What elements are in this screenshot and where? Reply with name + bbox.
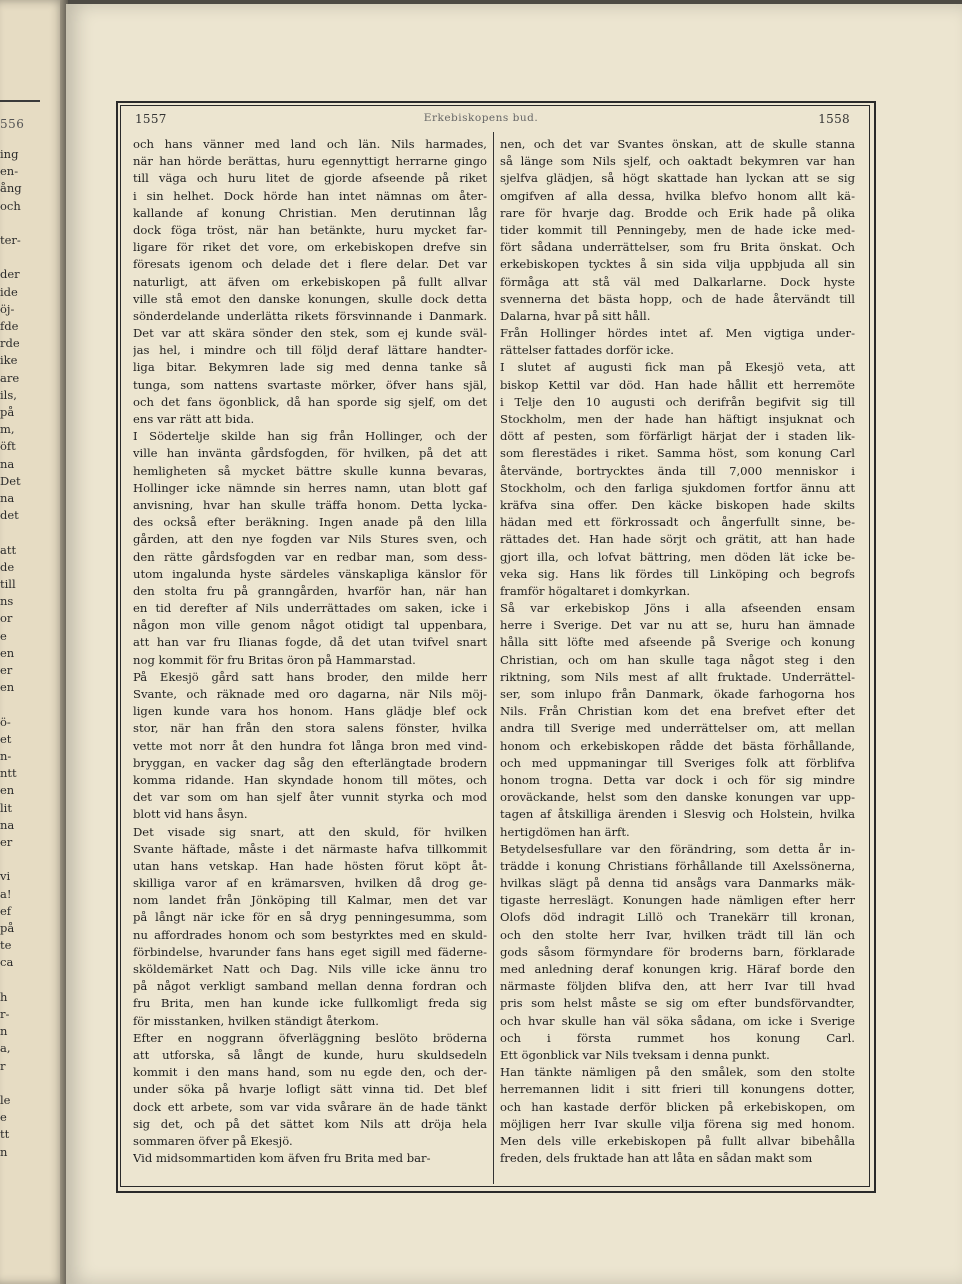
previous-page-line: m, (0, 422, 15, 437)
text-line: kommit i den mans hand, som nu egde den, och der- (133, 1065, 487, 1080)
text-line: dock föga tröst, när han betänkte, huru mycket far- (133, 222, 487, 237)
text-line: närmaste följden blifva den, att herr Ivar till hvad (500, 979, 855, 994)
text-line: vette mot norr åt den hundra fot långa bron med vind- (133, 738, 487, 753)
text-line: nom landet från Jönköping till Kalmar, men det var (133, 893, 487, 908)
text-line: kräfva sina offer. Den käcke biskopen hade skilts (500, 497, 855, 512)
previous-page-line: en- (0, 164, 19, 179)
text-line: Olofs död indragit Lillö och Tranekärr till kronan, (500, 910, 855, 925)
text-line: rare för hvarje dag. Brodde och Erik hade på olika (500, 205, 855, 220)
previous-page-line: ils, (0, 387, 17, 402)
previous-page-line: ike (0, 353, 18, 368)
previous-page-fragment (0, 0, 58, 1284)
text-line: sköldemärket Natt och Dag. Nils ville icke ännu tro (133, 962, 487, 976)
previous-page-line: ns (0, 594, 14, 609)
text-line: stor, när han från den stora salens fönster, hvilka (133, 721, 487, 736)
text-line: dött af pesten, som förfärligt härjat der i staden lik- (500, 429, 855, 444)
text-line: honom och erkebiskopen rådde det bästa förhållande, (500, 738, 855, 753)
text-line: Efter en noggrann öfverläggning beslöto bröderna (133, 1030, 487, 1045)
right-text-column (500, 136, 855, 1167)
previous-page-line: le (0, 1093, 11, 1107)
previous-page-line: r (0, 1058, 6, 1073)
text-line: fru Brita, men han kunde icke fullkomligt freda sig (133, 996, 487, 1011)
text-line: Stockholm, och den farliga sjukdomen fortfor ännu att (500, 480, 855, 495)
text-line: föresats igenom och delade det i flere delar. Det var (133, 257, 487, 272)
previous-page-line: lit (0, 800, 12, 815)
text-line: hädan med ett förkrossadt och ångerfullt sinne, be- (500, 515, 855, 530)
text-line: erkebiskopen tycktes å sin sida vilja uppbjuda all sin (500, 257, 855, 272)
previous-page-line: n- (0, 749, 12, 763)
text-line: och i första rummet hos konung Carl. (500, 1030, 855, 1045)
column-divider (493, 132, 494, 1184)
previous-page-line: det (0, 508, 19, 523)
text-line: Så var erkebiskop Jöns i alla afseenden ensam (500, 601, 855, 616)
previous-page-line: Det (0, 473, 21, 488)
text-line: på något verkligt samband mellan denna fordran och (133, 979, 487, 994)
text-line: blott vid hans åsyn. (133, 807, 248, 822)
text-line: biskop Kettil var död. Han hade hållit ett herremöte (500, 377, 855, 392)
text-line: i sin helhet. Dock hörde han intet nämnas om åter- (133, 188, 487, 203)
text-line: Christian, och om han skulle taga något steg i den (500, 652, 855, 667)
previous-page-line: are (0, 370, 20, 385)
text-line: och han kastade derför blicken på erkebiskopen, om (500, 1099, 855, 1114)
text-line: och det fans ögonblick, då han sporde sig sjelf, om det (133, 394, 487, 409)
previous-page-line: or (0, 611, 13, 626)
text-line: sönderdelande underlätta rikets försvinnande i Danmark. (133, 308, 487, 323)
previous-page-line: h (0, 989, 8, 1004)
previous-page-line: en (0, 680, 15, 695)
previous-page-line: n (0, 1144, 8, 1159)
text-line: sommaren öfver på Ekesjö. (133, 1133, 293, 1148)
previous-page-line: en (0, 783, 15, 798)
text-line: freden, dels fruktade han att låta en sådan makt som (500, 1151, 813, 1166)
previous-page-line: på (0, 921, 15, 935)
text-line: liga bitar. Bekymren lade sig med denna tanke så (133, 360, 487, 375)
text-line: Dalarna, hvar på sitt håll. (500, 308, 651, 323)
text-line: att han var fru Ilianas fogde, då det utan tvifvel snart (133, 635, 487, 650)
left-page-number: 1557 (135, 112, 167, 126)
text-line: dock ett arbete, som var vida svårare än de hade tänkt (133, 1099, 487, 1114)
text-line: hvilkas slägt på denna tid ansågs vara Danmarks mäk- (500, 876, 855, 891)
previous-page-number: 556 (0, 117, 25, 131)
text-line: under söka på hvarje lofligt sätt vinna tid. Det blef (133, 1082, 487, 1097)
text-line: så länge som Nils sjelf, och oaktadt bekymren var han (500, 154, 855, 169)
text-line: Vid midsommartiden kom äfven fru Brita med bar- (133, 1151, 431, 1166)
text-line: den rätte gårdsfogden var en redbar man, som dess- (133, 549, 487, 564)
text-line: Svante häftade, måste i det närmaste hafva tillkommit (133, 841, 487, 856)
text-line: och hvar skulle han väl söka sådana, om icke i Sverige (500, 1013, 855, 1028)
text-line: utan hans vetskap. Han hade hösten förut köpt åt- (133, 858, 487, 873)
text-line: komma ridande. Han skyndade honom till mötes, och (133, 772, 487, 787)
previous-page-line: ing (0, 147, 19, 161)
previous-page-line: en (0, 645, 15, 660)
previous-page-line: r- (0, 1007, 10, 1021)
previous-page-line: ca (0, 955, 14, 970)
text-line: ligare för riket det vore, om erkebiskopen drefve sin (133, 240, 487, 255)
previous-page-edge (0, 0, 66, 1284)
text-line: nog kommit för fru Britas öron på Hammarstad. (133, 652, 416, 667)
text-line: med anledning deraf konungen krig. Häraf borde den (500, 962, 855, 976)
text-line: gods såsom förmyndare för broderns barn, förklarade (500, 944, 855, 959)
text-line: Stockholm, men der hade han häftigt insjuknat och (500, 412, 855, 426)
text-line: I slutet af augusti fick man på Ekesjö veta, att (500, 360, 855, 375)
text-line: ville han invänta gårdsfogden, för hvilken, på det att (133, 446, 487, 461)
previous-page-line: rde (0, 336, 20, 351)
previous-page-line: te (0, 938, 12, 953)
previous-page-line: fde (0, 319, 19, 333)
previous-page-line: att (0, 542, 17, 557)
text-line: fört sådana underrättelser, som fru Brita önskat. Och (500, 240, 855, 255)
right-page-number: 1558 (818, 112, 850, 126)
text-line: en tid derefter af Nils underrättades om saken, icke i (133, 601, 487, 616)
previous-page-line: till (0, 577, 16, 591)
text-line: för misstanken, hvilken ständigt återkom. (133, 1013, 379, 1028)
text-line: ser, som inlupo från Danmark, ökade farhogorna hos (500, 687, 855, 701)
text-line: Ett ögonblick var Nils tveksam i denna punkt. (500, 1047, 770, 1062)
previous-page-line: e (0, 1110, 7, 1125)
previous-page-line: vi (0, 869, 11, 884)
text-line: På Ekesjö gård satt hans broder, den milde herr (133, 669, 487, 684)
text-line: des också efter beräkning. Ingen anade på den lilla (133, 515, 487, 530)
previous-page-line: ång (0, 181, 22, 196)
previous-page-line: ter- (0, 233, 21, 247)
previous-page-line: na (0, 491, 15, 505)
previous-page-line: na (0, 456, 15, 471)
text-line: jas hel, i mindre och till följd deraf lättare handter- (133, 343, 487, 358)
text-line: herre i Sverige. Det var nu att se, huru han ämnade (500, 618, 855, 633)
text-line: den stolta fru på granngården, hvarför han, när han (133, 583, 487, 598)
text-line: ens var rätt att bida. (133, 412, 255, 426)
previous-page-line: och (0, 198, 21, 213)
previous-page-rule (0, 100, 40, 102)
text-line: utom ingalunda hyste särdeles vänskapliga känslor för (133, 566, 487, 581)
text-line: veka sig. Hans lik fördes till Linköping och begrofs (500, 566, 855, 581)
text-line: Det var att skära sönder den stek, som ej kunde sväl- (133, 326, 487, 341)
text-line: trädde i konung Christians förhållande till Axelssönerna, (500, 858, 855, 873)
previous-page-line: ef (0, 903, 12, 918)
text-line: Från Hollinger hördes intet af. Men vigtiga under- (500, 326, 855, 341)
previous-page-line: der (0, 267, 20, 282)
previous-page-line: ide (0, 284, 18, 299)
previous-page-line: öj- (0, 301, 15, 316)
text-line: Han tänkte nämligen på den smålek, som den stolte (500, 1065, 855, 1080)
previous-page-line: e (0, 628, 7, 643)
text-line: tider kommit till Penningeby, men de hade icke med- (500, 222, 855, 237)
text-line: någon mon ville genom något otidigt tal uppenbara, (133, 618, 487, 633)
text-line: omgifven af alla dessa, hvilka blefvo honom allt kä- (500, 188, 855, 203)
text-line: det var som om han sjelf åter vunnit styrka och mod (133, 790, 487, 805)
text-line: Men dels ville erkebiskopen på fullt allvar bibehålla (500, 1133, 855, 1148)
text-line: och hans vänner med land och län. Nils harmades, (133, 137, 487, 151)
text-line: tigaste herreslägt. Konungen hade nämligen efter herr (500, 893, 855, 908)
text-line: svennerna det bästa hopp, och de hade återvändt till (500, 291, 855, 306)
text-line: i Telje den 10 augusti och derifrån begifvit sig till (500, 394, 855, 409)
previous-page-line: öft (0, 439, 16, 454)
text-line: och med uppmaningar till Sveriges folk att förblifva (500, 755, 855, 770)
text-line: återvände, bortrycktes ända till 7,000 menniskor i (500, 463, 855, 478)
left-text-column (133, 136, 487, 1167)
text-line: gården, att den nye fogden var Nils Stures sven, och (133, 532, 487, 547)
previous-page-line: ö- (0, 714, 11, 729)
text-line: anvisning, hvar han skulle träffa honom. Detta lycka- (133, 497, 487, 512)
text-line: honom trogna. Detta var dock i och för sig mindre (500, 772, 855, 787)
text-line: skilliga varor af en krämarsven, hvilken då drog ge- (133, 876, 487, 891)
text-line: när han hörde berättas, huru egennyttigt herrarne gingo (133, 154, 487, 169)
previous-page-line: tt (0, 1127, 10, 1142)
text-line: förbindelse, hvarunder fans hans eget sigill med fäderne- (133, 944, 487, 959)
text-line: oroväckande, helst som den danske konungen var upp- (500, 790, 855, 805)
text-line: riktning, som Nils mest af allt fruktade. Underrättel- (500, 669, 855, 684)
text-line: nen, och det var Svantes önskan, att de skulle stanna (500, 137, 855, 151)
text-line: bryggan, en vacker dag såg den efterlängtade brodern (133, 755, 487, 770)
text-line: andra till Sverige med underrättelser om, att mellan (500, 721, 855, 736)
text-line: rättades det. Han hade sörjt och grätit, att han hade (500, 532, 855, 547)
text-line: naturligt, att äfven om erkebiskopen på fullt allvar (133, 274, 487, 289)
text-line: ville stå emot den danske konungen, skulle dock detta (133, 291, 487, 306)
text-line: att utforska, så långt de kunde, huru skuldsedeln (133, 1047, 487, 1062)
text-line: sjelfva glädjen, så högt skattade han lyckan att se sig (500, 171, 855, 186)
text-line: Betydelsesfullare var den förändring, som detta år in- (500, 841, 855, 856)
text-line: hemligheten så mycket bättre skulle kunna bevaras, (133, 463, 487, 478)
text-line: ligen kunde vara hos honom. Hans glädje blef ock (133, 704, 487, 719)
text-line: kallande af konung Christian. Men derutinnan låg (133, 205, 487, 220)
text-line: och den stolte herr Ivar, hvilken trädt till län och (500, 927, 855, 942)
text-line: rättelser fattades dorför icke. (500, 343, 674, 358)
text-line: förmåga att stå väl med Dalkarlarne. Dock hyste (500, 274, 855, 289)
previous-page-line: a, (0, 1041, 11, 1056)
text-line: möjligen herr Ivar skulle vilja förena sig med honom. (500, 1116, 855, 1131)
text-line: nu affordrades honom och som bestyrktes med en skuld- (133, 927, 487, 942)
text-line: på långt när icke för en så dryg penningesumma, som (133, 910, 487, 925)
text-line: hålla sitt löfte med afseende på Sverige och konung (500, 635, 855, 650)
text-line: Svante, och räknade med oro dagarna, när Nils möj- (133, 687, 487, 701)
text-line: gjort illa, och lofvat bättring, men döden lät icke be- (500, 549, 855, 564)
text-line: tagen af åtskilliga ärenden i Slesvig och Holstein, hvilka (500, 807, 855, 822)
previous-page-line: a! (0, 886, 12, 901)
text-line: som flerestädes i riket. Samma höst, som konung Carl (500, 446, 855, 461)
previous-page-line: na (0, 817, 15, 832)
text-line: I Södertelje skilde han sig från Hollinger, och der (133, 429, 487, 444)
previous-page-line: er (0, 835, 13, 849)
running-title: Erkebiskopens bud. (423, 112, 539, 124)
previous-page-line: de (0, 559, 15, 574)
text-line: Det visade sig snart, att den skuld, för hvilken (133, 824, 487, 839)
previous-page-line: ntt (0, 766, 17, 781)
text-line: till väga och huru litet de gjorde afseende på riket (133, 171, 487, 186)
text-line: sig det, och på det sättet kom Nils att dröja hela (133, 1116, 487, 1131)
text-line: pris som helst måste se sig om efter bundsförvandter, (500, 996, 855, 1011)
text-line: herremannen lidit i sitt frieri till konungens dotter, (500, 1082, 855, 1097)
previous-page-line: er (0, 663, 13, 677)
text-line: Nils. Från Christian kom det ena brefvet efter det (500, 704, 855, 719)
text-line: hertigdömen han ärft. (500, 824, 630, 839)
previous-page-line: et (0, 731, 12, 746)
text-line: Hollinger icke nämnde sin herres namn, utan blott gaf (133, 480, 487, 495)
text-line: tunga, som nattens svartaste mörker, öfver hans själ, (133, 377, 487, 392)
previous-page-line: n (0, 1024, 8, 1039)
text-line: framför högaltaret i domkyrkan. (500, 583, 691, 598)
previous-page-line: på (0, 405, 15, 419)
